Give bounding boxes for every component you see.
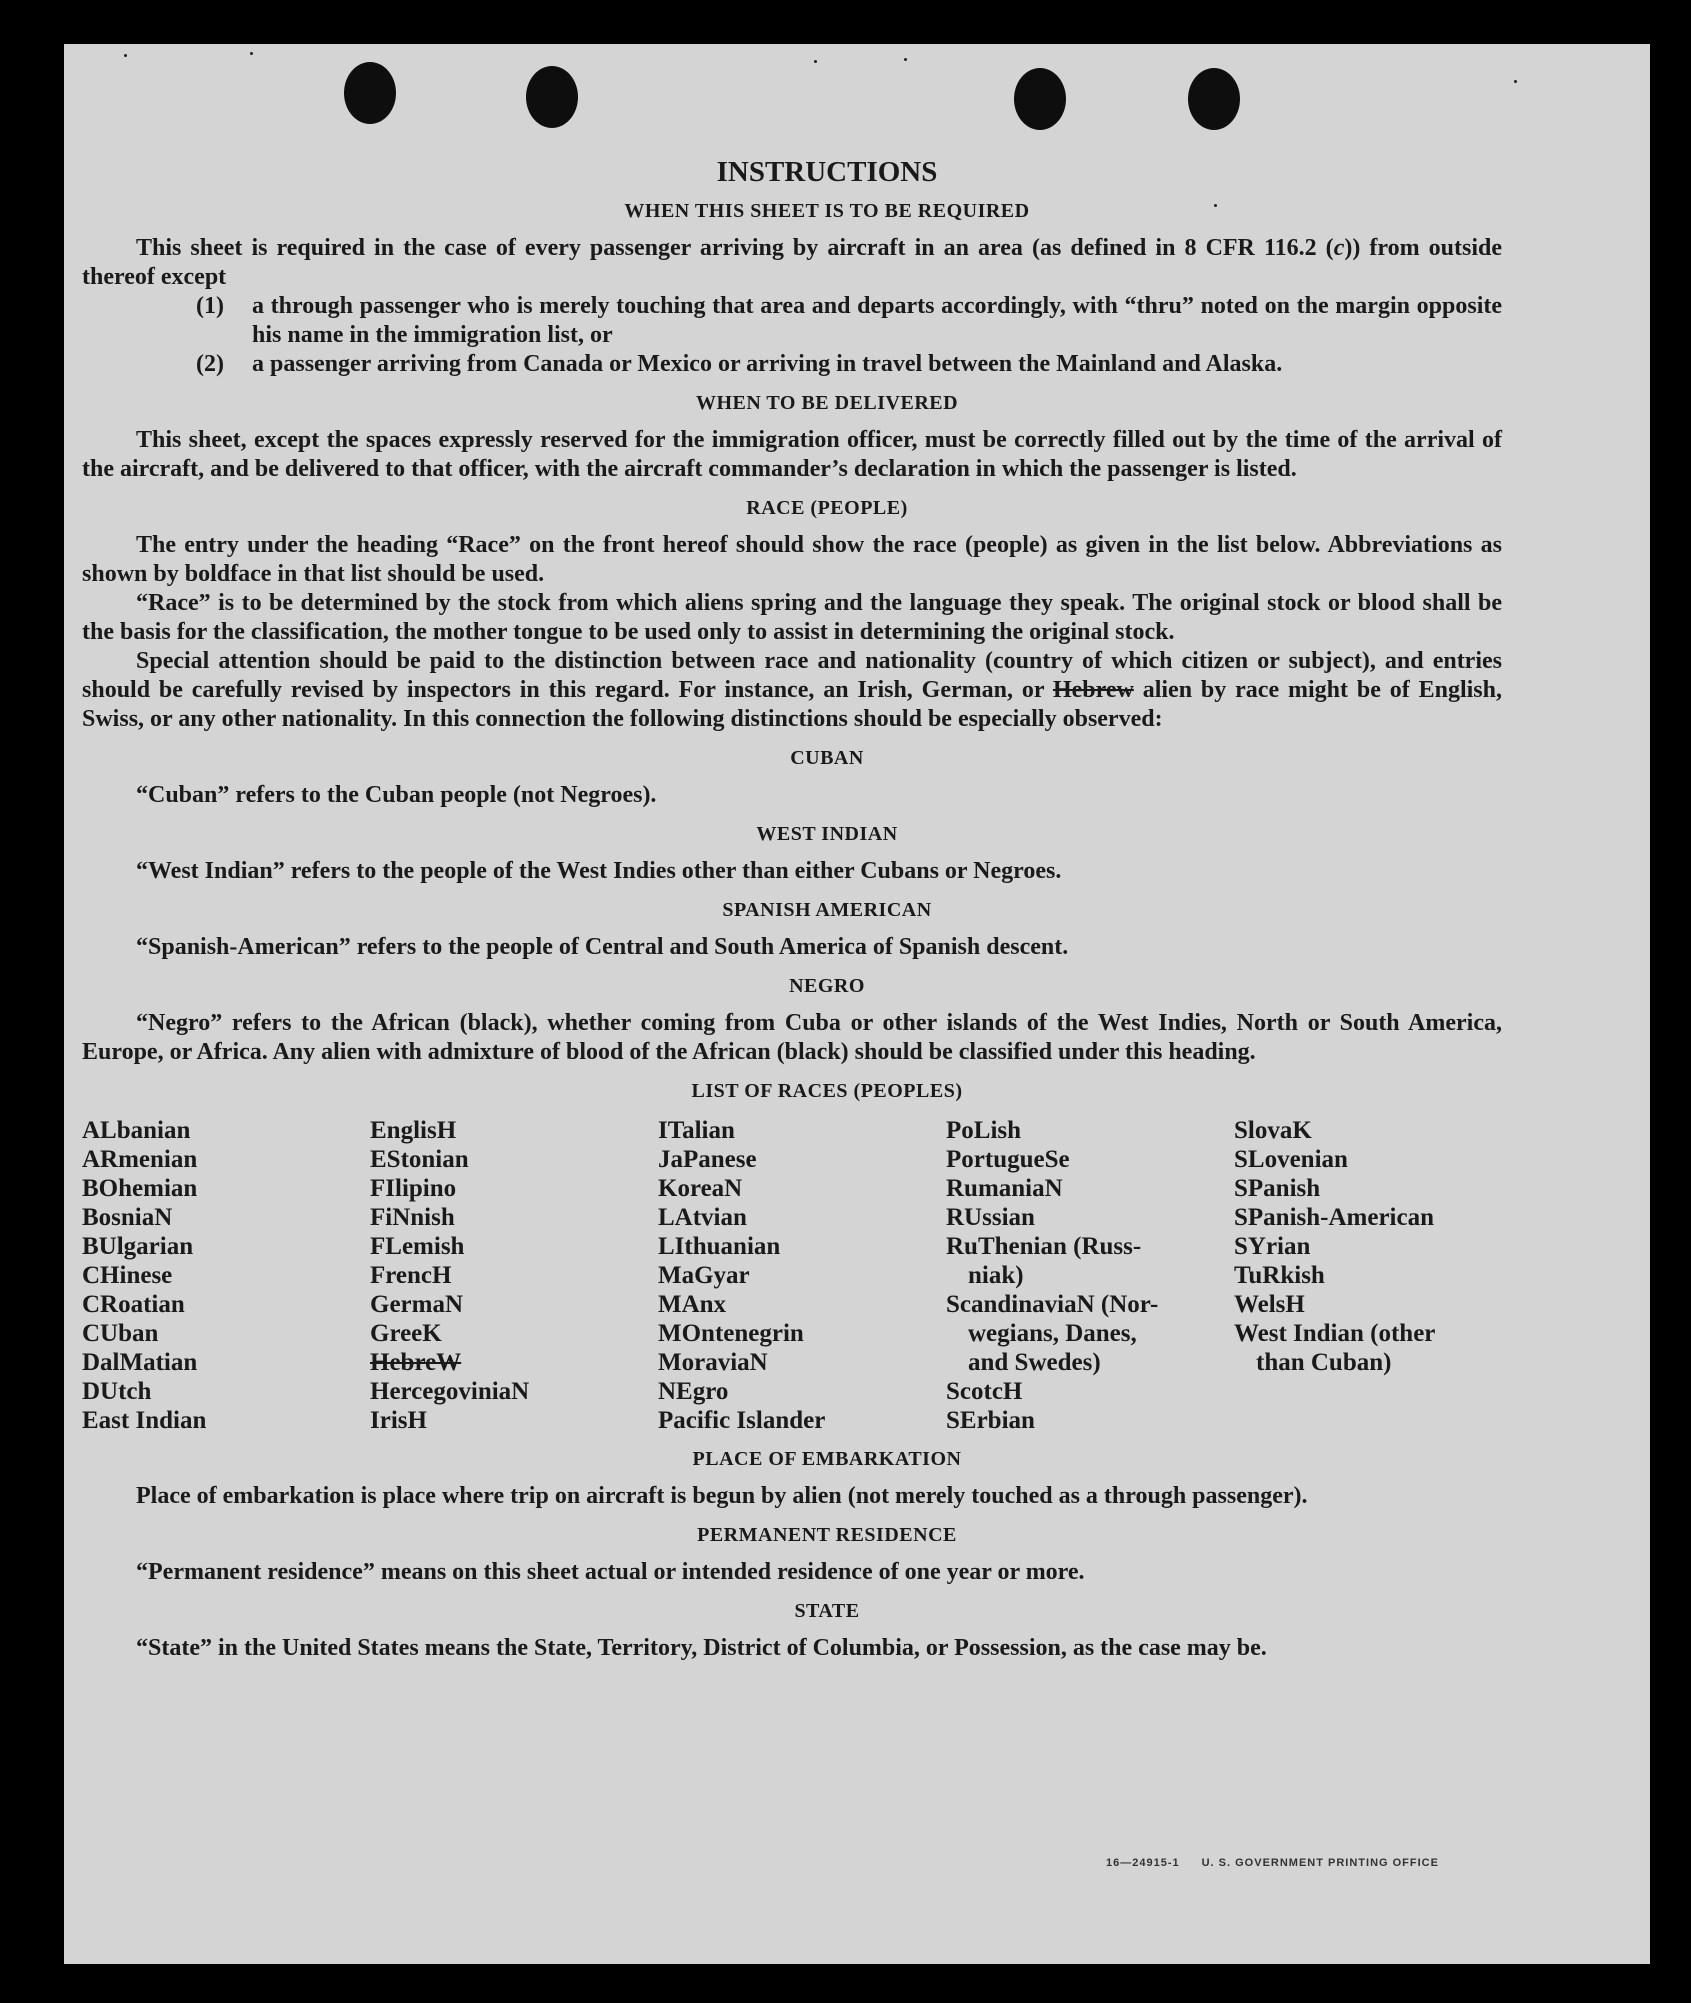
- race-entry: SErbian: [946, 1407, 1035, 1434]
- race-entry: GermaN: [370, 1291, 464, 1318]
- paragraph: The entry under the heading “Race” on the front hereof should show the race (people) as given in the list below. Abbreviations as shown by boldface in that list should be used.: [82, 532, 1502, 587]
- races-column: [82, 1116, 370, 1435]
- race-entry: TuRkish: [1234, 1262, 1325, 1289]
- footer: [1106, 1857, 1439, 1869]
- race-entry: LIthuanian: [658, 1233, 781, 1260]
- race-entry: SlovaK: [1234, 1117, 1312, 1144]
- race-entry: SLovenian: [1234, 1146, 1348, 1173]
- paragraph: “Negro” refers to the African (black), whether coming from Cuba or other islands of the West Indies, North or South America, Europe, or Africa. Any alien with admixture of blood of the African (black) should be classified under this heading.: [82, 1010, 1502, 1065]
- race-entry: than Cuban): [1256, 1349, 1392, 1376]
- race-entry: MaGyar: [658, 1262, 750, 1289]
- section-heading: WEST INDIAN: [756, 823, 898, 845]
- paragraph: This sheet is required in the case of every passenger arriving by aircraft in an area (as defined in 8 CFR 116.2 (c)) from outside thereof except: [82, 235, 1502, 290]
- race-entry: ScotcH: [946, 1378, 1023, 1405]
- race-entry: FiNnish: [370, 1204, 455, 1231]
- instructions-content: [82, 158, 1502, 1663]
- race-entry: BOhemian: [82, 1175, 198, 1202]
- race-entry: IrisH: [370, 1407, 427, 1434]
- speck: [1514, 80, 1517, 83]
- race-entry: GreeK: [370, 1320, 442, 1347]
- race-entry: CRoatian: [82, 1291, 185, 1318]
- paragraph: “Race” is to be determined by the stock from which aliens spring and the language they speak. The original stock or blood shall be the basis for the classification, the mother tongue to be used only to assist in determining the original stock.: [82, 590, 1502, 645]
- race-entry: ITalian: [658, 1117, 735, 1144]
- section-heading: WHEN TO BE DELIVERED: [695, 392, 959, 414]
- speck: [124, 54, 127, 57]
- race-entry: LAtvian: [658, 1204, 747, 1231]
- race-entry: PoLish: [946, 1117, 1022, 1144]
- section-heading: NEGRO: [789, 975, 865, 997]
- section-heading: PERMANENT RESIDENCE: [697, 1524, 957, 1546]
- document-sheet: [64, 44, 1650, 1964]
- paragraph: Place of embarkation is place where trip on aircraft is begun by alien (not merely touched as a through passenger).: [136, 1483, 1308, 1509]
- punch-hole: [344, 62, 396, 124]
- race-entry: BUlgarian: [82, 1233, 194, 1260]
- race-entry: BosniaN: [82, 1204, 173, 1231]
- paragraph: This sheet, except the spaces expressly reserved for the immigration officer, must be correctly filled out by the time of the arrival of the aircraft, and be delivered to that officer, with the aircraft commander’s declaration in which the passenger is listed.: [82, 427, 1502, 482]
- paragraph: “State” in the United States means the State, Territory, District of Columbia, or Possession, as the case may be.: [136, 1635, 1267, 1661]
- section-heading: LIST OF RACES (PEOPLES): [691, 1080, 963, 1102]
- race-entry: SYrian: [1234, 1233, 1311, 1260]
- race-entry: JaPanese: [658, 1146, 757, 1173]
- race-entry: DUtch: [82, 1378, 152, 1405]
- race-entry: CHinese: [82, 1262, 173, 1289]
- race-entry: niak): [968, 1262, 1024, 1289]
- section-heading: RACE (PEOPLE): [746, 497, 908, 519]
- paragraph: “Spanish-American” refers to the people of Central and South America of Spanish descent.: [136, 934, 1069, 960]
- races-list: [82, 1116, 1502, 1435]
- race-entry: Pacific Islander: [658, 1407, 826, 1434]
- race-entry: WelsH: [1234, 1291, 1305, 1318]
- race-entry: RUssian: [946, 1204, 1035, 1231]
- race-entry: HebreW: [370, 1349, 462, 1376]
- punch-hole: [1014, 68, 1066, 130]
- race-entry: FrencH: [370, 1262, 452, 1289]
- race-entry: ARmenian: [82, 1146, 198, 1173]
- paragraph: “Cuban” refers to the Cuban people (not Negroes).: [136, 782, 657, 808]
- race-entry: and Swedes): [968, 1349, 1101, 1376]
- race-entry: CUban: [82, 1320, 159, 1347]
- section-heading: SPANISH AMERICAN: [722, 899, 932, 921]
- race-entry: MAnx: [658, 1291, 727, 1318]
- race-entry: PortugueSe: [946, 1146, 1070, 1173]
- list-item: (1) a through passenger who is merely touching that area and departs accordingly, with “thru” noted on the margin opposite his name in the immigration list, or: [196, 293, 1502, 348]
- list-item: (2) a passenger arriving from Canada or Mexico or arriving in travel between the Mainland and Alaska.: [196, 351, 1283, 377]
- race-entry: East Indian: [82, 1407, 207, 1434]
- race-entry: ALbanian: [82, 1117, 191, 1144]
- race-entry: FIlipino: [370, 1175, 457, 1202]
- races-column: [1234, 1116, 1494, 1435]
- speck: [250, 52, 253, 55]
- section-heading: CUBAN: [790, 747, 864, 769]
- race-entry: HercegoviniaN: [370, 1378, 530, 1405]
- punch-hole: [526, 66, 578, 128]
- race-entry: MOntenegrin: [658, 1320, 804, 1347]
- race-entry: RumaniaN: [946, 1175, 1063, 1202]
- speck: [904, 58, 907, 61]
- race-entry: MoraviaN: [658, 1349, 768, 1376]
- race-entry: FLemish: [370, 1233, 465, 1260]
- race-entry: wegians, Danes,: [968, 1320, 1137, 1347]
- races-column: [946, 1116, 1234, 1435]
- race-entry: West Indian (other: [1234, 1320, 1436, 1347]
- race-entry: NEgro: [658, 1378, 729, 1405]
- races-column: [370, 1116, 658, 1435]
- races-column: [658, 1116, 946, 1435]
- punch-hole: [1188, 68, 1240, 130]
- paragraph: Special attention should be paid to the distinction between race and nationality (country of which citizen or subject), and entries should be carefully revised by inspectors in this regard. For instance, an Irish, German, or Hebrew alien by race might be of English, Swiss, or any other nationality. In this connection the following distinctions should be especially observed:: [82, 648, 1502, 732]
- race-entry: SPanish: [1234, 1175, 1321, 1202]
- page-title: INSTRUCTIONS: [716, 156, 938, 188]
- race-entry: RuThenian (Russ-: [946, 1233, 1142, 1260]
- race-entry: EnglisH: [370, 1117, 457, 1144]
- race-entry: SPanish-American: [1234, 1204, 1434, 1231]
- paragraph: “West Indian” refers to the people of the West Indies other than either Cubans or Negroes.: [136, 858, 1062, 884]
- race-entry: KoreaN: [658, 1175, 743, 1202]
- section-heading: PLACE OF EMBARKATION: [692, 1448, 962, 1470]
- race-entry: ScandinaviaN (Nor-: [946, 1291, 1159, 1318]
- form-number: 16—24915-1: [1106, 1857, 1180, 1869]
- race-entry: EStonian: [370, 1146, 469, 1173]
- section-heading: STATE: [794, 1600, 860, 1622]
- race-entry: DalMatian: [82, 1349, 198, 1376]
- paragraph: “Permanent residence” means on this sheet actual or intended residence of one year or more.: [136, 1559, 1085, 1585]
- printer-credit: U. S. GOVERNMENT PRINTING OFFICE: [1201, 1857, 1439, 1869]
- section-heading: WHEN THIS SHEET IS TO BE REQUIRED: [624, 200, 1030, 222]
- speck: [814, 60, 817, 63]
